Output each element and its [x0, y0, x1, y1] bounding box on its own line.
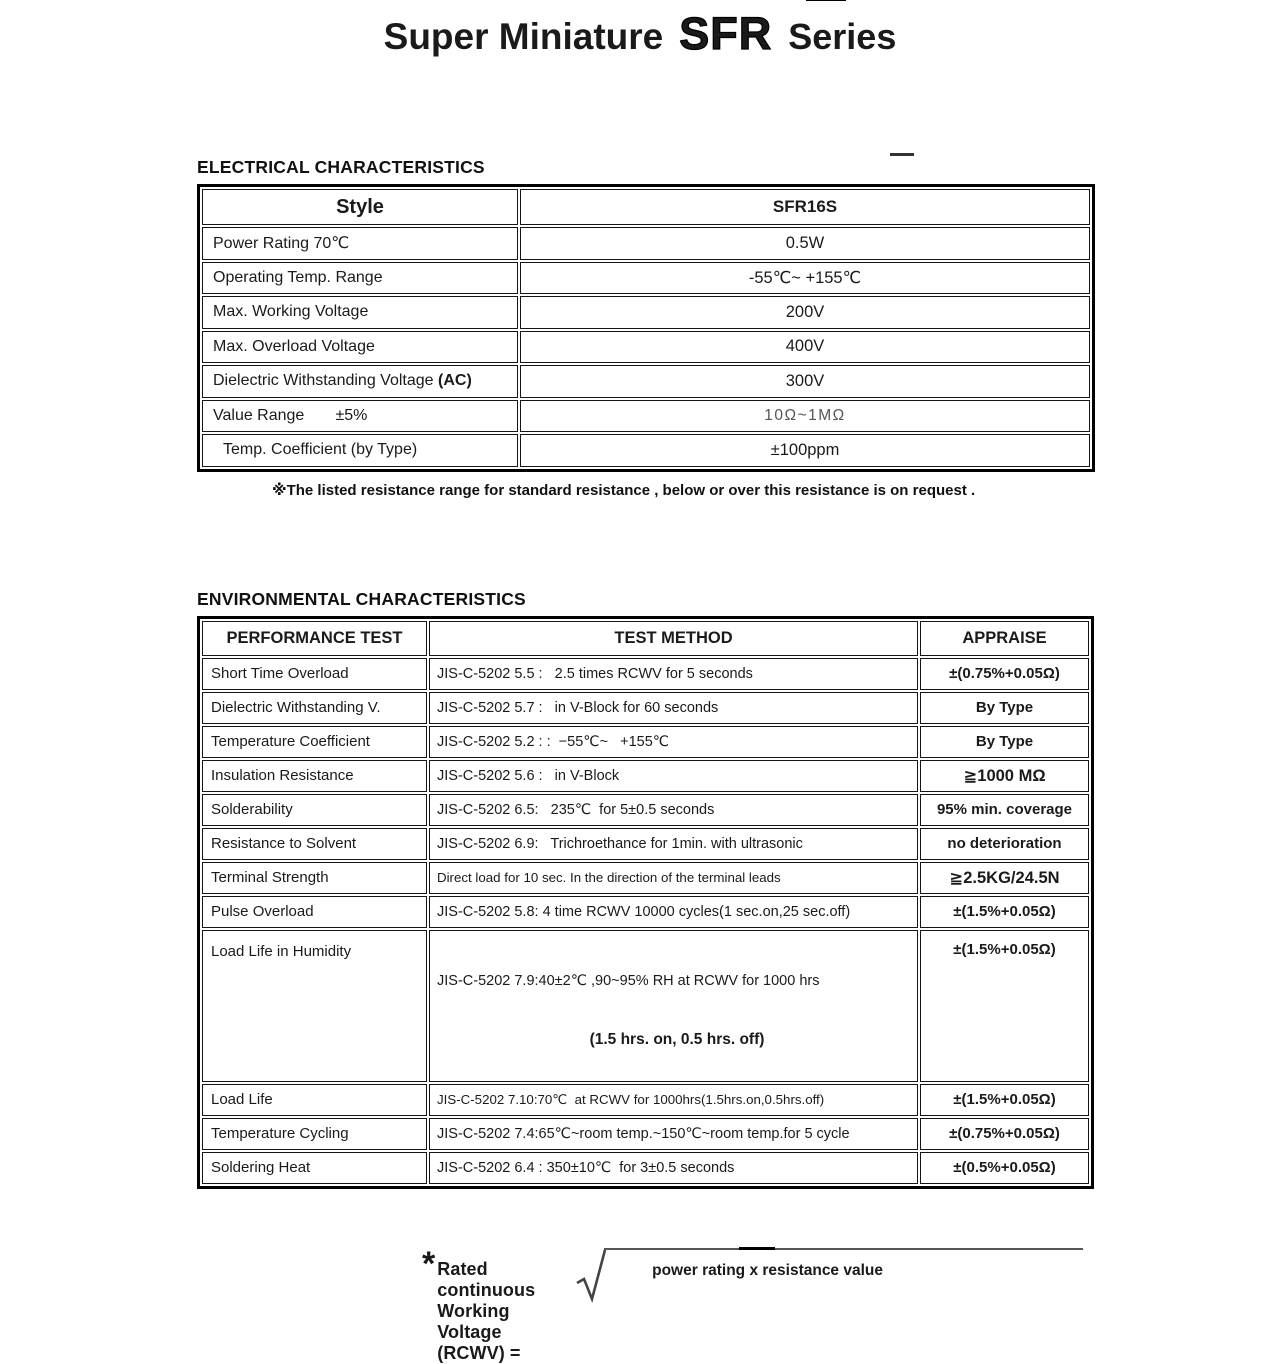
- test-name: Dielectric Withstanding V.: [202, 692, 427, 724]
- table-row: [202, 400, 1090, 433]
- appraise-value: ±(0.5%+0.05Ω): [920, 1152, 1089, 1184]
- value-range-label: Value Range ±5%: [202, 400, 518, 433]
- table-row: [202, 760, 1089, 792]
- temp-coefficient-value: ±100ppm: [520, 434, 1090, 467]
- power-rating-label: Power Rating 70℃: [202, 227, 518, 260]
- style-header-cell: Style: [202, 189, 518, 225]
- radicand: [604, 1248, 1083, 1280]
- test-name: Temperature Cycling: [202, 1118, 427, 1150]
- scan-artifact: [739, 1247, 775, 1250]
- table-row: [202, 862, 1089, 894]
- table-row: [202, 1084, 1089, 1116]
- appraise-value: ≧1000 MΩ: [920, 760, 1089, 792]
- environmental-header-row: [202, 621, 1089, 656]
- test-method: JIS-C-5202 7.4:65℃~room temp.~150℃~room temp.for 5 cycle: [429, 1118, 918, 1150]
- table-row: [202, 896, 1089, 928]
- title-series-code: SFR: [679, 8, 773, 59]
- operating-temp-label: Operating Temp. Range: [202, 262, 518, 295]
- page-title: [0, 0, 1280, 60]
- table-row: [202, 1118, 1089, 1150]
- max-working-voltage-label: Max. Working Voltage: [202, 296, 518, 329]
- environmental-heading: ENVIRONMENTAL CHARACTERISTICS: [197, 588, 526, 609]
- dielectric-voltage-value: 300V: [520, 365, 1090, 398]
- appraise-value: no deterioration: [920, 828, 1089, 860]
- test-method-header: TEST METHOD: [429, 621, 918, 656]
- asterisk-mark: *: [422, 1244, 436, 1283]
- electrical-heading: ELECTRICAL CHARACTERISTICS: [197, 157, 485, 177]
- table-row: [202, 692, 1089, 724]
- model-header-cell: SFR16S: [520, 189, 1090, 225]
- dielectric-voltage-label-text: Dielectric Withstanding Voltage: [213, 372, 438, 390]
- content-column: [197, 157, 1083, 1364]
- appraise-header: APPRAISE: [920, 621, 1089, 656]
- test-name: Short Time Overload: [202, 658, 427, 690]
- test-name: Resistance to Solvent: [202, 828, 427, 860]
- appraise-value: By Type: [920, 692, 1089, 724]
- max-overload-voltage-label: Max. Overload Voltage: [202, 331, 518, 364]
- test-name: Solderability: [202, 794, 427, 826]
- appraise-value: By Type: [920, 726, 1089, 758]
- table-row: [202, 828, 1089, 860]
- test-name: Soldering Heat: [202, 1152, 427, 1184]
- rcwv-formula: [422, 1245, 1083, 1364]
- test-name: Load Life: [202, 1084, 427, 1116]
- test-name: Temperature Coefficient: [202, 726, 427, 758]
- max-overload-voltage-value: 400V: [520, 331, 1090, 364]
- appraise-value: 95% min. coverage: [920, 794, 1089, 826]
- appraise-value: ±(1.5%+0.05Ω): [920, 896, 1089, 928]
- table-row: [202, 331, 1090, 364]
- test-method-line1: JIS-C-5202 7.9:40±2℃ ,90~95% RH at RCWV for 1000 hrs: [437, 972, 820, 989]
- table-row: [202, 365, 1090, 398]
- table-row: [202, 227, 1090, 260]
- appraise-value: ±(0.75%+0.05Ω): [920, 658, 1089, 690]
- table-row: [202, 296, 1090, 329]
- resistance-range-note: ※The listed resistance range for standard resistance , below or over this resistance is on request .: [272, 481, 976, 499]
- appraise-value: ±(1.5%+0.05Ω): [920, 1084, 1089, 1116]
- scan-artifact: [806, 0, 846, 1]
- test-method: Direct load for 10 sec. In the direction of the terminal leads: [429, 862, 918, 894]
- appraise-value: ≧2.5KG/24.5N: [920, 862, 1089, 894]
- table-row: [202, 434, 1090, 467]
- title-part3: Series: [788, 16, 897, 57]
- scan-artifact: [890, 153, 914, 156]
- test-name: Insulation Resistance: [202, 760, 427, 792]
- appraise-value: ±(1.5%+0.05Ω): [920, 930, 1089, 1082]
- max-working-voltage-value: 200V: [520, 296, 1090, 329]
- dielectric-voltage-label-ac: (AC): [438, 372, 472, 390]
- table-row: [202, 658, 1089, 690]
- table-row: [202, 794, 1089, 826]
- test-method: [429, 930, 918, 1082]
- square-root-expression: [576, 1245, 1083, 1303]
- radical-icon: [576, 1247, 606, 1303]
- table-row: [202, 262, 1090, 295]
- electrical-header-row: [202, 189, 1090, 225]
- test-method: JIS-C-5202 5.2 : : −55℃~ +155℃: [429, 726, 918, 758]
- temp-coefficient-label: Temp. Coefficient (by Type): [202, 434, 518, 467]
- table-row: [202, 930, 1089, 1082]
- test-name: Load Life in Humidity: [202, 930, 427, 1082]
- test-method-line2: (1.5 hrs. on, 0.5 hrs. off): [589, 1030, 765, 1048]
- appraise-value: ±(0.75%+0.05Ω): [920, 1118, 1089, 1150]
- test-method: JIS-C-5202 5.5 : 2.5 times RCWV for 5 seconds: [429, 658, 918, 690]
- test-name: Pulse Overload: [202, 896, 427, 928]
- operating-temp-value: -55℃~ +155℃: [520, 262, 1090, 295]
- test-method: JIS-C-5202 5.6 : in V-Block: [429, 760, 918, 792]
- power-rating-value: 0.5W: [520, 227, 1090, 260]
- test-method: JIS-C-5202 6.5: 235℃ for 5±0.5 seconds: [429, 794, 918, 826]
- test-method: JIS-C-5202 6.4 : 350±10℃ for 3±0.5 seconds: [429, 1152, 918, 1184]
- title-part1: Super Miniature: [383, 16, 664, 57]
- radicand-text: power rating x resistance value: [652, 1261, 883, 1279]
- table-row: [202, 1152, 1089, 1184]
- environmental-table: [197, 616, 1094, 1189]
- test-name: Terminal Strength: [202, 862, 427, 894]
- dielectric-voltage-label: [202, 365, 518, 398]
- test-method: JIS-C-5202 7.10:70℃ at RCWV for 1000hrs(1.5hrs.on,0.5hrs.off): [429, 1084, 918, 1116]
- test-method: JIS-C-5202 6.9: Trichroethance for 1min. with ultrasonic: [429, 828, 918, 860]
- table-row: [202, 726, 1089, 758]
- electrical-table: [197, 184, 1095, 472]
- test-method: JIS-C-5202 5.8: 4 time RCWV 10000 cycles(1 sec.on,25 sec.off): [429, 896, 918, 928]
- test-method: JIS-C-5202 5.7 : in V-Block for 60 seconds: [429, 692, 918, 724]
- performance-test-header: PERFORMANCE TEST: [202, 621, 427, 656]
- rcwv-label: Rated continuous Working Voltage (RCWV) =: [437, 1258, 536, 1363]
- value-range-value: 10Ω~1MΩ: [520, 400, 1090, 433]
